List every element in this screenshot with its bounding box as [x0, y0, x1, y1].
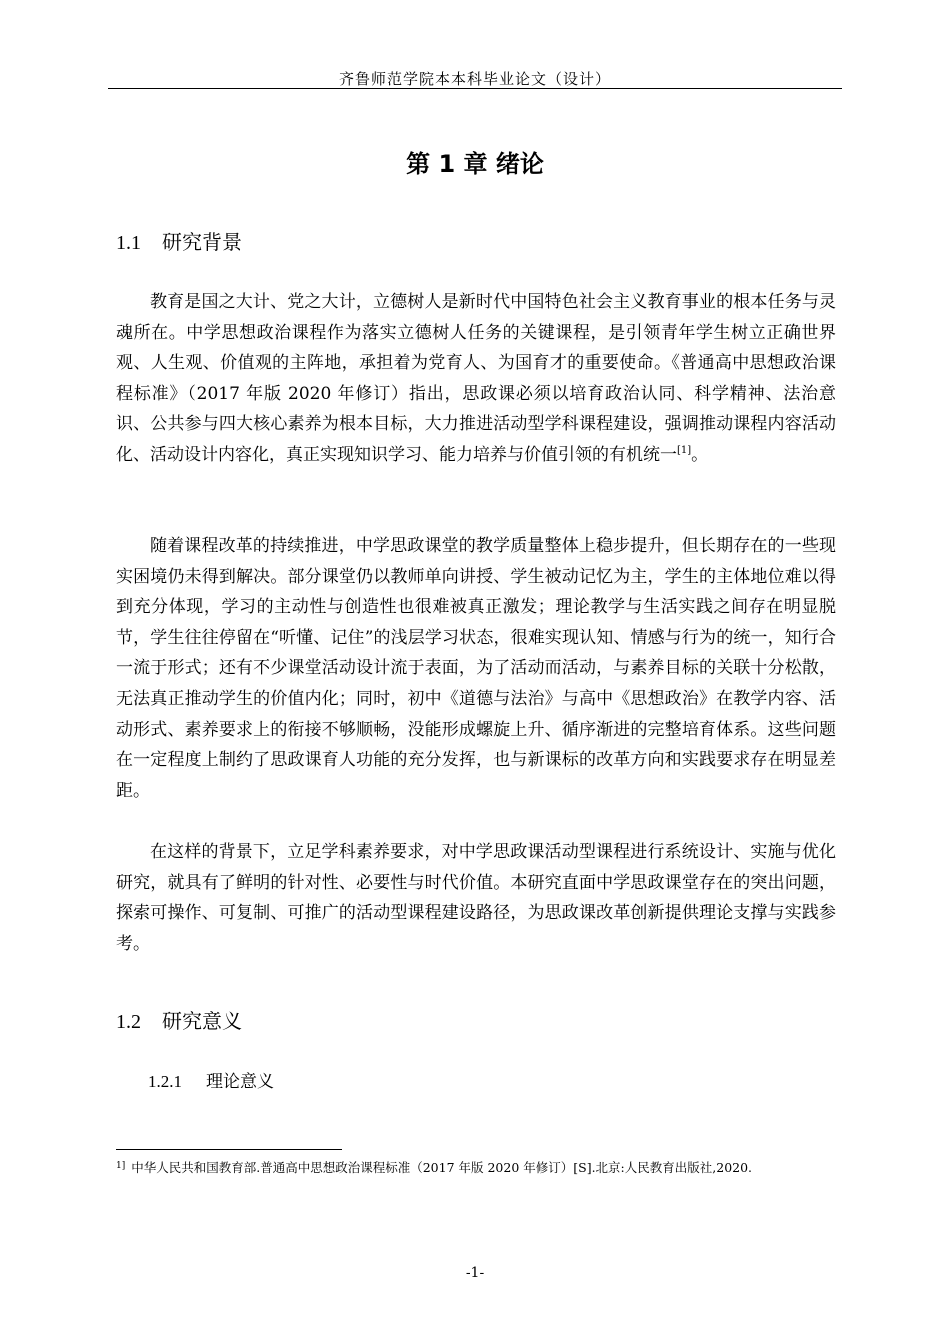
page-number: -1- [465, 1265, 485, 1281]
section-title-1-1 [116, 229, 242, 256]
page-header: 齐鲁师范学院本本科毕业论文（设计） [338, 70, 611, 88]
chapter-title: 第 1 章 绪论 [406, 150, 544, 178]
section-title-1-2 [116, 1008, 242, 1035]
footnote-text: 中华人民共和国教育部.普通高中思想政治课程标准（2017 年版 2020 年修订）[S].北京:人民教育出版社,2020. [131, 1160, 753, 1175]
paragraph-text: 教育是国之大计、党之大计，立德树人是新时代中国特色社会主义教育事业的根本任务与灵魂所在。中学思想政治课程作为落实立德树人任务的关键课程，是引领青年学生树立正确世界观、人生观、价值观的主阵地，承担着为党育人、为国育才的重要使命。《普通高中思想政治课程标准》（2017 年版 2020 年修订）指出，思政课必须以培育政治认同、科学精神、法治意识、公共参与四大核心素养为根本目标，大力推进活动型学科课程建设，强调推动课程内容活动化、活动设计内容化，真正实现知识学习、能力培养与价值引领的有机统一 [116, 292, 836, 465]
footnote-rule [116, 1149, 342, 1150]
section-number: 1.2 [116, 1011, 141, 1033]
footnote [116, 1158, 836, 1176]
subsection-title-1-2-1 [148, 1071, 274, 1093]
footnote-marker: 1] [116, 1161, 126, 1171]
subsection-heading: 理论意义 [206, 1072, 274, 1092]
section-heading: 研究背景 [162, 230, 242, 254]
section-heading: 研究意义 [162, 1009, 242, 1033]
header-rule [108, 88, 842, 89]
paragraph-end: 。 [691, 444, 709, 465]
section-number: 1.1 [116, 232, 141, 254]
paragraph-1 [116, 287, 836, 471]
paragraph-3: 在这样的背景下，立足学科素养要求，对中学思政课活动型课程进行系统设计、实施与优化研究，就具有了鲜明的针对性、必要性与时代价值。本研究直面中学思政课堂存在的突出问题，探索可操作、可复制、可推广的活动型课程建设路径，为思政课改革创新提供理论支撑与实践参考。 [116, 842, 836, 954]
subsection-number: 1.2.1 [148, 1072, 182, 1091]
paragraph-2: 随着课程改革的持续推进，中学思政课堂的教学质量整体上稳步提升，但长期存在的一些现实困境仍未得到解决。部分课堂仍以教师单向讲授、学生被动记忆为主，学生的主体地位难以得到充分体现，学习的主动性与创造性也很难被真正激发；理论教学与生活实践之间存在明显脱节，学生往往停留在“听懂、记住”的浅层学习状态，很难实现认知、情感与行为的统一，知行合一流于形式；还有不少课堂活动设计流于表面，为了活动而活动，与素养目标的关联十分松散，无法真正推动学生的价值内化；同时，初中《道德与法治》与高中《思想政治》在教学内容、活动形式、素养要求上的衔接不够顺畅，没能形成螺旋上升、循序渐进的完整培育体系。这些问题在一定程度上制约了思政课育人功能的充分发挥，也与新课标的改革方向和实践要求存在明显差距。 [116, 536, 836, 801]
citation-marker: [1] [677, 444, 692, 456]
